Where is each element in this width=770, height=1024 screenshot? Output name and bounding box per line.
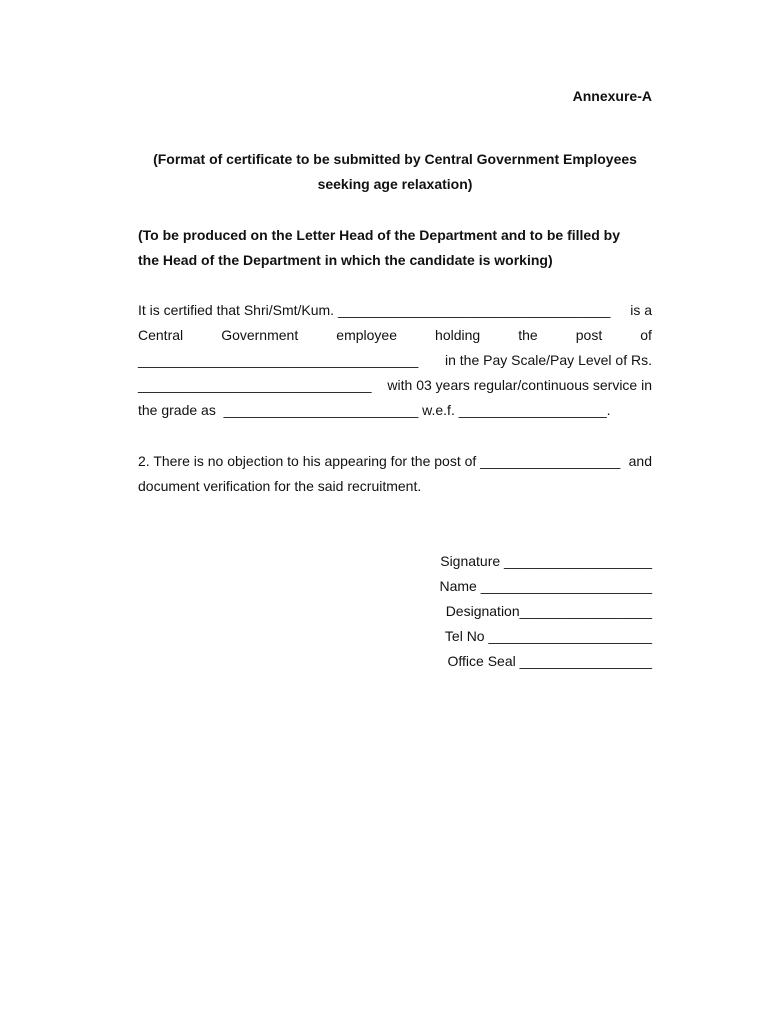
signature-field: Signature ___________________ xyxy=(440,553,652,569)
no-objection-paragraph xyxy=(138,449,652,499)
cert-word: Government xyxy=(221,327,299,343)
cert-word: the xyxy=(518,327,538,343)
cert-word: Central xyxy=(138,327,184,343)
format-heading xyxy=(138,147,652,197)
cert-line-2 xyxy=(138,323,652,348)
cert-word: post xyxy=(575,327,603,343)
no-objection-line-1-end: and xyxy=(628,453,652,469)
cert-line-3-text: in the Pay Scale/Pay Level of Rs. xyxy=(445,352,652,368)
cert-line-5 xyxy=(138,398,652,423)
certification-paragraph xyxy=(138,298,652,423)
designation-field: Designation_________________ xyxy=(445,603,652,619)
no-objection-line-1-text: 2. There is no objection to his appearing for the post of __________________ xyxy=(138,453,621,469)
annexure-label: Annexure-A xyxy=(572,88,652,104)
cert-line-4 xyxy=(138,373,652,398)
cert-word: employee xyxy=(336,327,397,343)
no-objection-line-1 xyxy=(138,449,652,474)
cert-word: of xyxy=(640,327,652,343)
cert-line-3-blank: ____________________________________ xyxy=(138,352,419,368)
format-heading-line-1: (Format of certificate to be submitted by Central Government Employees xyxy=(153,151,637,167)
no-objection-line-2 xyxy=(138,474,652,499)
no-objection-line-2-text: document verification for the said recruitment. xyxy=(138,478,422,494)
letterhead-instruction xyxy=(138,223,652,273)
cert-line-4-text: with 03 years regular/continuous service in xyxy=(387,377,652,393)
tel-no-field: Tel No _____________________ xyxy=(444,628,652,644)
cert-line-3 xyxy=(138,348,652,373)
cert-word: holding xyxy=(435,327,481,343)
cert-line-4-blank: ______________________________ xyxy=(138,377,372,393)
name-field: Name ______________________ xyxy=(439,578,652,594)
cert-line-1-text: It is certified that Shri/Smt/Kum. ___________________________________ xyxy=(138,302,611,318)
cert-line-1-end: is a xyxy=(630,302,652,318)
letterhead-instruction-line-1: (To be produced on the Letter Head of the Department and to be filled by xyxy=(138,227,620,243)
office-seal-field: Office Seal _________________ xyxy=(447,653,652,669)
letterhead-instruction-line-2: the Head of the Department in which the candidate is working) xyxy=(138,252,553,268)
signature-block xyxy=(392,549,652,674)
format-heading-line-2: seeking age relaxation) xyxy=(317,176,473,192)
cert-line-5-text: the grade as _________________________ w.e.f. ___________________. xyxy=(138,402,611,418)
cert-line-1 xyxy=(138,298,652,323)
